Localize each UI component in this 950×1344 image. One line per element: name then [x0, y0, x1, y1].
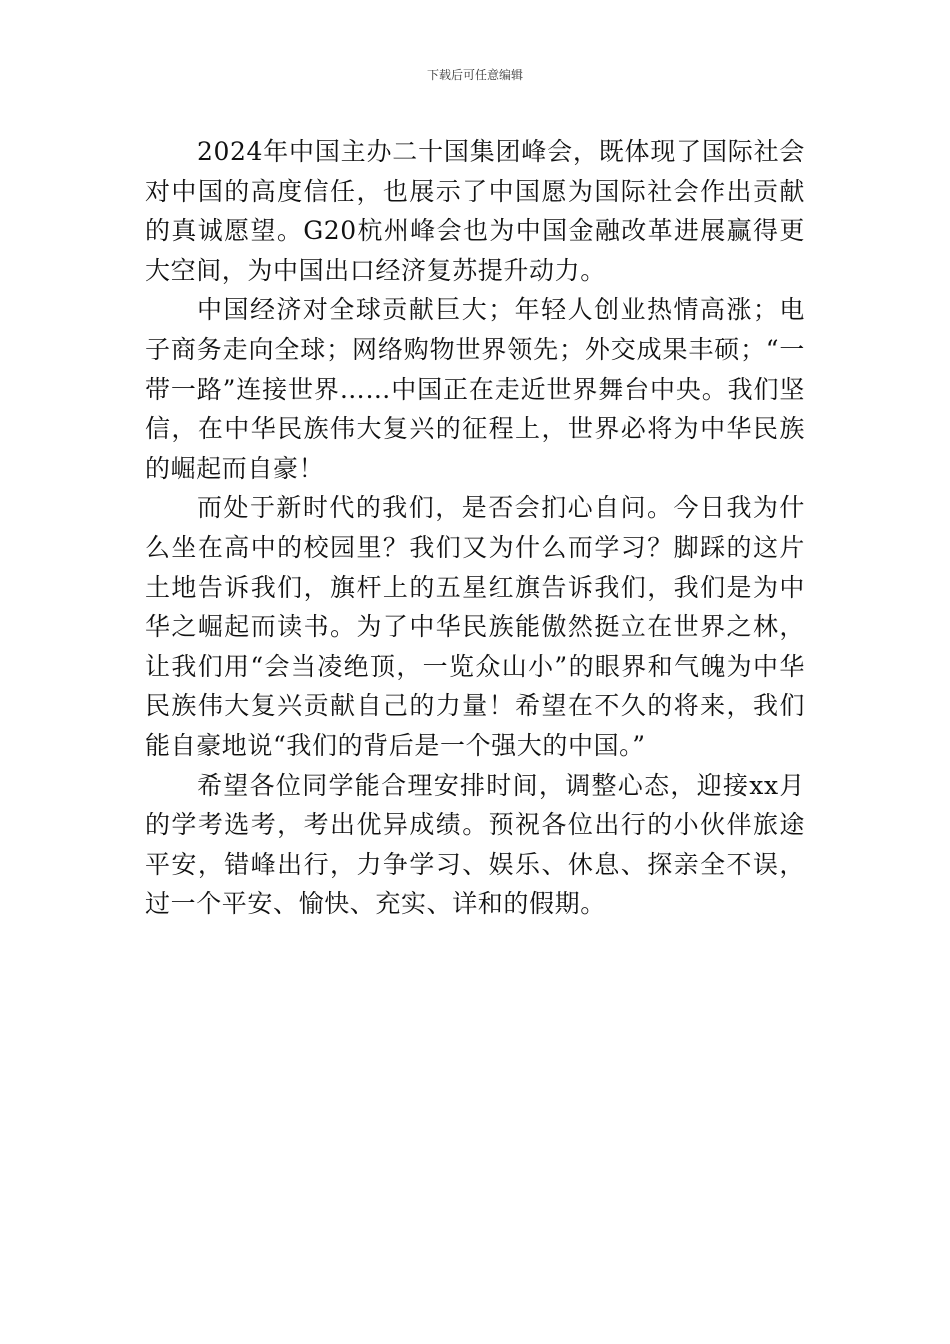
paragraph-china-contribution: 中国经济对全球贡献巨大；年轻人创业热情高涨；电子商务走向全球；网络购物世界领先；外交成果丰硕；“一带一路”连接世界……中国正在走近世界舞台中央。我们坚信，在中华民族伟大复兴的征程上，世界必将为中华民族的崛起而自豪！ — [145, 295, 805, 483]
paragraph-g20-summit: 2024年中国主办二十国集团峰会，既体现了国际社会对中国的高度信任，也展示了中国愿为国际社会作出贡献的真诚愿望。G20杭州峰会也为中国金融改革进展赢得更大空间，为中国出口经济复苏提升动力。 — [145, 137, 805, 285]
document-body — [145, 132, 805, 924]
paragraph-holiday-wishes: 希望各位同学能合理安排时间，调整心态，迎接xx月的学考选考，考出优异成绩。预祝各位出行的小伙伴旅途平安，错峰出行，力争学习、娱乐、休息、探亲全不误，过一个平安、愉快、充实、详和的假期。 — [145, 770, 805, 919]
paragraph-why-study: 而处于新时代的我们，是否会扪心自问。今日我为什么坐在高中的校园里？我们又为什么而学习？脚踩的这片土地告诉我们，旗杆上的五星红旗告诉我们，我们是为中华之崛起而读书。为了中华民族能傲然挺立在世界之林，让我们用“会当凌绝顶，一览众山小”的眼界和气魄为中华民族伟大复兴贡献自己的力量！希望在不久的将来，我们能自豪地说“我们的背后是一个强大的中国。” — [145, 493, 805, 760]
page-header-note: 下载后可任意编辑 — [426, 68, 523, 82]
